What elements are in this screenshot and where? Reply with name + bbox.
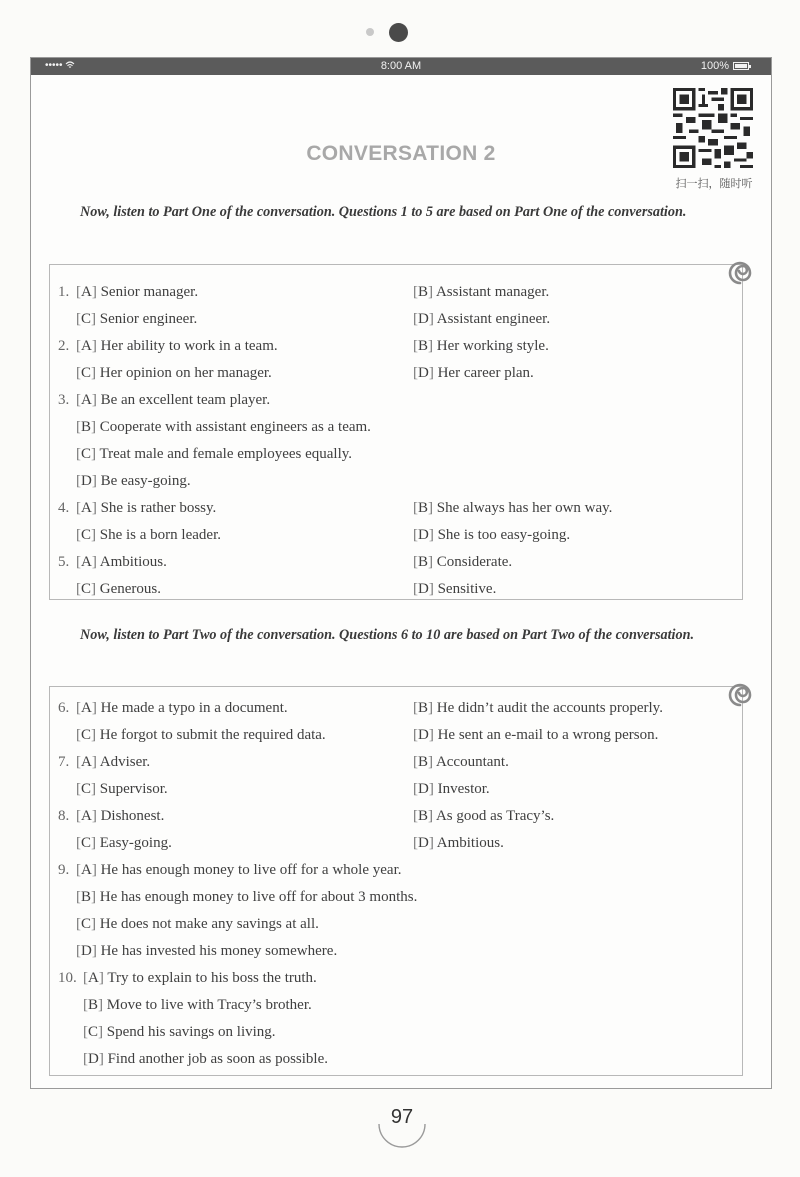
option-text: Easy-going. xyxy=(99,835,172,851)
option-b: [B] As good as Tracy’s. xyxy=(413,808,555,824)
option-c: [C] She is a born leader. xyxy=(76,527,221,543)
option-text: She is too easy-going. xyxy=(437,527,571,543)
option-letter-value: B xyxy=(418,554,429,570)
option-text: Her working style. xyxy=(436,338,549,354)
option-letter: [ xyxy=(83,997,88,1013)
part-two-instruction: Now, listen to Part Two of the conversation. Questions 6 to 10 are based on Part Two of the conversation. xyxy=(80,627,695,643)
option-letter: [ xyxy=(413,311,418,327)
option-text: Assistant engineer. xyxy=(436,311,551,327)
option-text: She is rather bossy. xyxy=(100,500,217,516)
option-letter-value: D xyxy=(88,1051,99,1067)
page-title: CONVERSATION 2 xyxy=(306,142,496,165)
option-text: Assistant manager. xyxy=(435,284,550,300)
part-one-instruction: Now, listen to Part One of the conversation. Questions 1 to 5 are based on Part One of the conversation. xyxy=(80,204,687,220)
option-text: Be easy-going. xyxy=(100,473,191,489)
option-text: He has enough money to live off for a whole year. xyxy=(100,862,402,878)
option-b: [B] Cooperate with assistant engineers as a team. xyxy=(76,419,371,435)
question-number: 9. xyxy=(58,862,70,878)
option-text: Accountant. xyxy=(435,754,509,770)
device-screen xyxy=(30,57,772,1089)
option-text: Treat male and female employees equally. xyxy=(99,446,353,462)
option-letter-value: D xyxy=(418,727,429,743)
option-text: She is a born leader. xyxy=(99,527,221,543)
option-a: [A] He made a typo in a document. xyxy=(76,700,288,716)
option-letter-value: D xyxy=(418,311,429,327)
option-letter-value: C xyxy=(81,581,92,597)
option-letter-value: C xyxy=(81,446,92,462)
option-letter-value: A xyxy=(81,862,92,878)
option-d: [D] Investor. xyxy=(413,781,490,797)
option-b: [B] Accountant. xyxy=(413,754,509,770)
battery-icon xyxy=(733,62,749,70)
option-letter: [ xyxy=(413,554,418,570)
option-d: [D] Find another job as soon as possible. xyxy=(83,1051,328,1067)
option-d: [D] Be easy-going. xyxy=(76,473,191,489)
option-letter: [ xyxy=(76,916,81,932)
option-letter: [ xyxy=(83,1024,88,1040)
question-number: 6. xyxy=(58,700,70,716)
option-letter: [ xyxy=(413,781,418,797)
question-number: 4. xyxy=(58,500,70,516)
signal-icon: ••••• xyxy=(45,60,75,71)
option-text: Her career plan. xyxy=(437,365,534,381)
option-letter: [ xyxy=(76,500,81,516)
option-c: [C] Generous. xyxy=(76,581,161,597)
option-letter-value: A xyxy=(81,392,92,408)
option-text: He has enough money to live off for about 3 months. xyxy=(99,889,418,905)
option-letter: [ xyxy=(76,284,81,300)
option-a: [A] Her ability to work in a team. xyxy=(76,338,278,354)
option-letter-value: C xyxy=(81,916,92,932)
option-letter-value: C xyxy=(81,781,92,797)
option-letter: [ xyxy=(76,473,81,489)
option-c: [C] Supervisor. xyxy=(76,781,168,797)
option-letter: [ xyxy=(413,500,418,516)
option-letter: [ xyxy=(76,943,81,959)
option-letter: [ xyxy=(76,527,81,543)
option-letter: [ xyxy=(76,554,81,570)
option-text: He sent an e-mail to a wrong person. xyxy=(437,727,659,743)
option-letter-value: A xyxy=(88,970,99,986)
option-letter-value: B xyxy=(418,700,429,716)
option-a: [A] Senior manager. xyxy=(76,284,199,300)
option-c: [C] Her opinion on her manager. xyxy=(76,365,272,381)
question-number: 2. xyxy=(58,338,70,354)
option-c: [C] Senior engineer. xyxy=(76,311,198,327)
option-text: Generous. xyxy=(99,581,161,597)
option-letter-value: C xyxy=(81,727,92,743)
option-letter: [ xyxy=(76,781,81,797)
question-number: 10. xyxy=(58,970,77,986)
option-d: [D] He sent an e-mail to a wrong person. xyxy=(413,727,659,743)
option-text: Cooperate with assistant engineers as a team. xyxy=(99,419,371,435)
option-text: Investor. xyxy=(437,781,490,797)
question-number: 3. xyxy=(58,392,70,408)
option-c: [C] He does not make any savings at all. xyxy=(76,916,319,932)
option-letter: [ xyxy=(76,419,81,435)
option-c: [C] Easy-going. xyxy=(76,835,172,851)
camera-lens-icon xyxy=(389,23,408,42)
option-letter-value: B xyxy=(88,997,99,1013)
option-b: [B] She always has her own way. xyxy=(413,500,613,516)
audio-swirl-icon[interactable] xyxy=(726,681,754,709)
status-time: 8:00 AM xyxy=(380,60,422,72)
option-a: [A] Be an excellent team player. xyxy=(76,392,271,408)
option-a: [A] Ambitious. xyxy=(76,554,167,570)
option-text: Move to live with Tracy’s brother. xyxy=(106,997,312,1013)
option-letter: [ xyxy=(413,284,418,300)
option-letter: [ xyxy=(413,527,418,543)
option-text: Her ability to work in a team. xyxy=(100,338,278,354)
option-letter-value: B xyxy=(418,284,429,300)
option-letter: [ xyxy=(76,581,81,597)
option-letter-value: B xyxy=(81,889,92,905)
option-letter-value: D xyxy=(418,581,429,597)
option-letter-value: C xyxy=(81,311,92,327)
option-b: [B] Move to live with Tracy’s brother. xyxy=(83,997,312,1013)
battery-indicator xyxy=(701,60,749,72)
option-letter-value: A xyxy=(81,338,92,354)
option-text: He forgot to submit the required data. xyxy=(99,727,326,743)
option-letter-value: A xyxy=(81,700,92,716)
option-text: Senior manager. xyxy=(100,284,199,300)
option-d: [D] Her career plan. xyxy=(413,365,534,381)
option-text: Her opinion on her manager. xyxy=(99,365,272,381)
option-letter: [ xyxy=(76,338,81,354)
option-text: Considerate. xyxy=(436,554,513,570)
option-text: Senior engineer. xyxy=(99,311,198,327)
option-letter-value: A xyxy=(81,500,92,516)
option-letter-value: B xyxy=(418,500,429,516)
option-letter: [ xyxy=(76,392,81,408)
option-letter: [ xyxy=(413,338,418,354)
option-letter-value: B xyxy=(418,338,429,354)
option-a: [A] She is rather bossy. xyxy=(76,500,217,516)
option-text: Be an excellent team player. xyxy=(100,392,271,408)
qr-caption: 扫一扫，随时听 xyxy=(675,177,753,190)
option-letter-value: B xyxy=(81,419,92,435)
option-letter: [ xyxy=(413,700,418,716)
option-text: He didn’t audit the accounts properly. xyxy=(436,700,663,716)
option-text: Adviser. xyxy=(99,754,151,770)
option-letter: [ xyxy=(76,835,81,851)
option-letter-value: A xyxy=(81,284,92,300)
page-number: 97 xyxy=(390,1106,414,1128)
status-bar xyxy=(31,58,771,75)
option-letter: [ xyxy=(83,970,88,986)
question-number: 7. xyxy=(58,754,70,770)
option-letter: [ xyxy=(76,446,81,462)
option-text: He made a typo in a document. xyxy=(100,700,288,716)
option-letter: [ xyxy=(76,754,81,770)
option-a: [A] Adviser. xyxy=(76,754,151,770)
option-letter: [ xyxy=(413,727,418,743)
option-text: Sensitive. xyxy=(437,581,497,597)
option-letter-value: A xyxy=(81,808,92,824)
option-b: [B] He didn’t audit the accounts properly. xyxy=(413,700,663,716)
option-text: Find another job as soon as possible. xyxy=(107,1051,328,1067)
option-d: [D] He has invested his money somewhere. xyxy=(76,943,338,959)
option-letter-value: D xyxy=(81,473,92,489)
option-a: [A] Dishonest. xyxy=(76,808,165,824)
option-letter: [ xyxy=(76,889,81,905)
option-letter: [ xyxy=(83,1051,88,1067)
option-a: [A] Try to explain to his boss the truth. xyxy=(83,970,317,986)
option-d: [D] Ambitious. xyxy=(413,835,504,851)
option-text: Supervisor. xyxy=(99,781,168,797)
camera-sensor-dot xyxy=(366,28,374,36)
option-letter: [ xyxy=(76,700,81,716)
option-b: [B] He has enough money to live off for about 3 months. xyxy=(76,889,418,905)
option-letter: [ xyxy=(413,754,418,770)
option-text: He does not make any savings at all. xyxy=(99,916,319,932)
option-text: As good as Tracy’s. xyxy=(435,808,555,824)
option-letter: [ xyxy=(76,808,81,824)
option-letter-value: A xyxy=(81,554,92,570)
option-text: Spend his savings on living. xyxy=(106,1024,276,1040)
option-letter-value: C xyxy=(81,835,92,851)
option-letter: [ xyxy=(413,835,418,851)
option-letter-value: D xyxy=(418,835,429,851)
option-letter: [ xyxy=(413,581,418,597)
option-text: Ambitious. xyxy=(99,554,167,570)
option-text: Try to explain to his boss the truth. xyxy=(107,970,317,986)
option-letter: [ xyxy=(413,365,418,381)
option-letter-value: D xyxy=(81,943,92,959)
option-letter-value: C xyxy=(88,1024,99,1040)
option-text: Ambitious. xyxy=(436,835,504,851)
option-text: She always has her own way. xyxy=(436,500,613,516)
question-number: 1. xyxy=(58,284,70,300)
option-c: [C] Treat male and female employees equally. xyxy=(76,446,353,462)
part-one-questions-box xyxy=(49,264,743,600)
option-c: [C] Spend his savings on living. xyxy=(83,1024,276,1040)
option-letter: [ xyxy=(76,365,81,381)
option-text: Dishonest. xyxy=(100,808,165,824)
question-number: 5. xyxy=(58,554,70,570)
part-two-questions-box xyxy=(49,686,743,1076)
page-number-badge xyxy=(375,1098,429,1150)
option-letter-value: D xyxy=(418,781,429,797)
option-letter: [ xyxy=(76,727,81,743)
option-letter-value: D xyxy=(418,527,429,543)
option-a: [A] He has enough money to live off for a whole year. xyxy=(76,862,402,878)
option-letter: [ xyxy=(76,311,81,327)
option-d: [D] Assistant engineer. xyxy=(413,311,551,327)
option-b: [B] Her working style. xyxy=(413,338,549,354)
option-letter-value: C xyxy=(81,365,92,381)
option-c: [C] He forgot to submit the required data. xyxy=(76,727,326,743)
battery-percent: 100% xyxy=(700,60,729,72)
option-letter-value: B xyxy=(418,808,429,824)
option-d: [D] Sensitive. xyxy=(413,581,497,597)
option-letter-value: B xyxy=(418,754,429,770)
option-b: [B] Assistant manager. xyxy=(413,284,550,300)
option-text: He has invested his money somewhere. xyxy=(100,943,338,959)
option-letter: [ xyxy=(76,862,81,878)
audio-swirl-icon[interactable] xyxy=(726,259,754,287)
option-letter: [ xyxy=(413,808,418,824)
option-letter-value: A xyxy=(81,754,92,770)
option-letter-value: C xyxy=(81,527,92,543)
option-d: [D] She is too easy-going. xyxy=(413,527,571,543)
option-b: [B] Considerate. xyxy=(413,554,513,570)
option-letter-value: D xyxy=(418,365,429,381)
question-number: 8. xyxy=(58,808,70,824)
